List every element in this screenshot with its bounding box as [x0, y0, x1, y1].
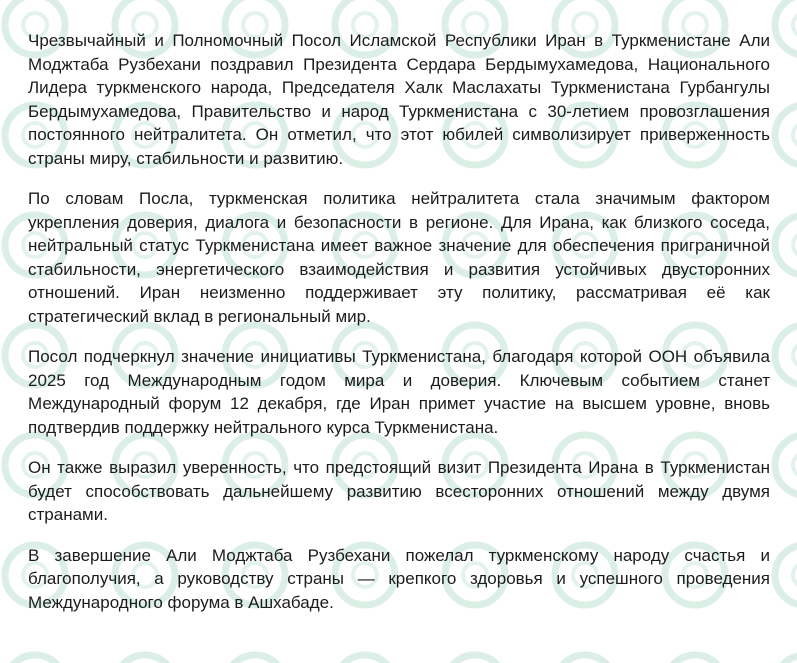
article-paragraph-1: Чрезвычайный и Полномочный Посол Исламской Республики Иран в Туркменистане Али Моджтаба Рузбехани поздравил Президента Сердара Бердымухамедова, Национального Лидера туркменского народа, Председателя Халк Маслахаты Туркменистана Гурбангулы Бердымухамедова, Правительство и народ Туркменистана с 30-летием провозглашения постоянного нейтралитета. Он отметил, что этот юбилей символизирует приверженность страны миру, стабильности и развитию. — [28, 31, 770, 168]
article-paragraph-3: Посол подчеркнул значение инициативы Туркменистана, благодаря которой ООН объявила 2025 год Международным годом мира и доверия. Ключевым событием станет Международный форум 12 декабря, где Иран примет участие на высшем уровне, вновь подтвердив поддержку нейтрального курса Туркменистана. — [28, 347, 770, 437]
article-paragraph-4: Он также выразил уверенность, что предстоящий визит Президента Ирана в Туркменистан будет способствовать дальнейшему развитию всесторонних отношений между двумя странами. — [28, 458, 770, 524]
article-paragraph-5: В завершение Али Моджтаба Рузбехани пожелал туркменскому народу счастья и благополучия, а руководству страны — крепкого здоровья и успешного проведения Международного форума в Ашхабаде. — [28, 545, 770, 612]
article-body — [28, 29, 770, 631]
article-paragraph-2: По словам Посла, туркменская политика нейтралитета стала значимым фактором укрепления доверия, диалога и безопасности в регионе. Для Ирана, как близкого соседа, нейтральный статус Туркменистана имеет важное значение для обеспечения приграничной стабильности, энергетического взаимодействия и развития устойчивых двусторонних отношений. Иран неизменно поддерживает эту политику, рассматривая её как стратегический вклад в региональный мир. — [28, 189, 770, 326]
